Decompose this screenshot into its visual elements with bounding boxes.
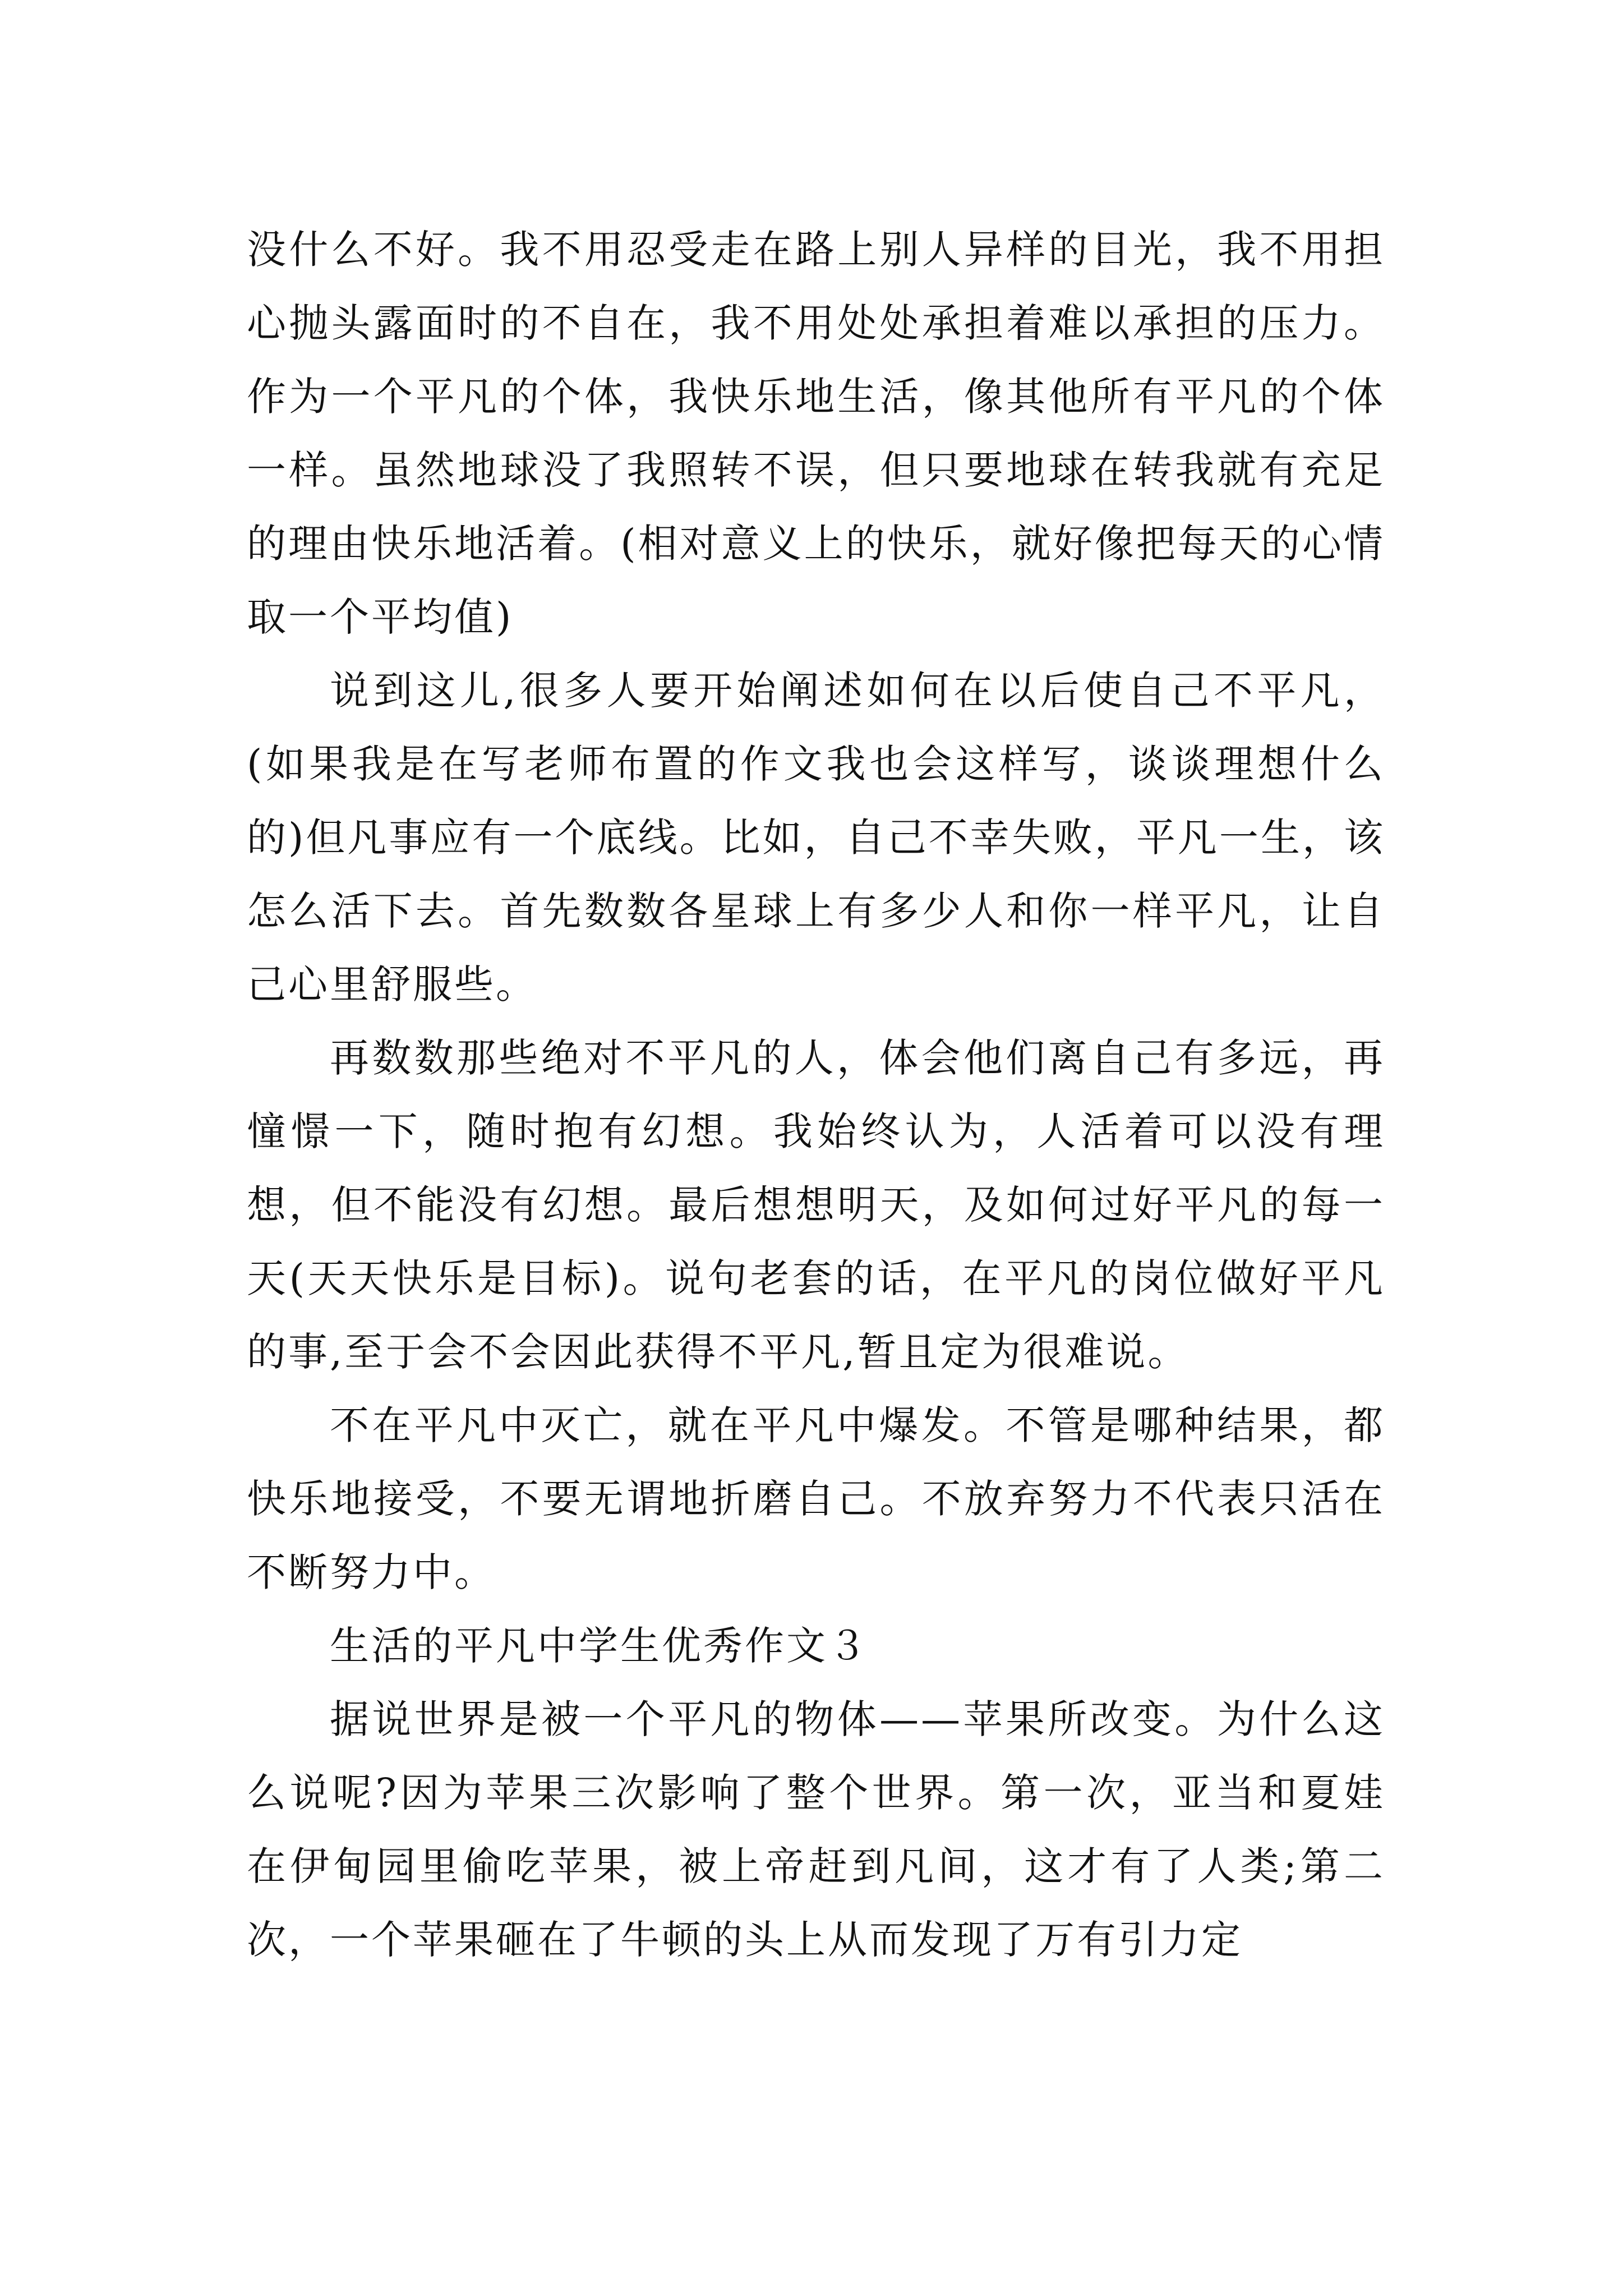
section-heading: 生活的平凡中学生优秀作文３ <box>330 1623 869 1669</box>
paragraph: 据说世界是被一个平凡的物体——苹果所改变。为什么这么说呢?因为苹果三次影响了整个世界。第一次，亚当和夏娃在伊甸园里偷吃苹果，被上帝赶到凡间，这才有了人类;第二次，一个苹果砸在了牛顿的头上从而发现了万有引力定 <box>247 1696 1385 1963</box>
paragraph: 再数数那些绝对不平凡的人，体会他们离自己有多远，再憧憬一下，随时抱有幻想。我始终认为，人活着可以没有理想，但不能没有幻想。最后想想明天，及如何过好平凡的每一天(天天快乐是目标)。说句老套的话，在平凡的岗位做好平凡的事,至于会不会因此获得不平凡,暂且定为很难说。 <box>247 1035 1385 1375</box>
document-body <box>247 213 1385 1977</box>
paragraph: 说到这儿,很多人要开始阐述如何在以后使自己不平凡，(如果我是在写老师布置的作文我也会这样写，谈谈理想什么的)但凡事应有一个底线。比如，自己不幸失败，平凡一生，该怎么活下去。首先数数各星球上有多少人和你一样平凡，让自己心里舒服些。 <box>247 668 1385 1007</box>
paragraph: 不在平凡中灭亡，就在平凡中爆发。不管是哪种结果，都快乐地接受，不要无谓地折磨自己。不放弃努力不代表只活在不断努力中。 <box>247 1402 1385 1595</box>
paragraph-continuation: 没什么不好。我不用忍受走在路上别人异样的目光，我不用担心抛头露面时的不自在，我不用处处承担着难以承担的压力。作为一个平凡的个体，我快乐地生活，像其他所有平凡的个体一样。虽然地球没了我照转不误，但只要地球在转我就有充足的理由快乐地活着。(相对意义上的快乐，就好像把每天的心情取一个平均值) <box>247 227 1385 640</box>
